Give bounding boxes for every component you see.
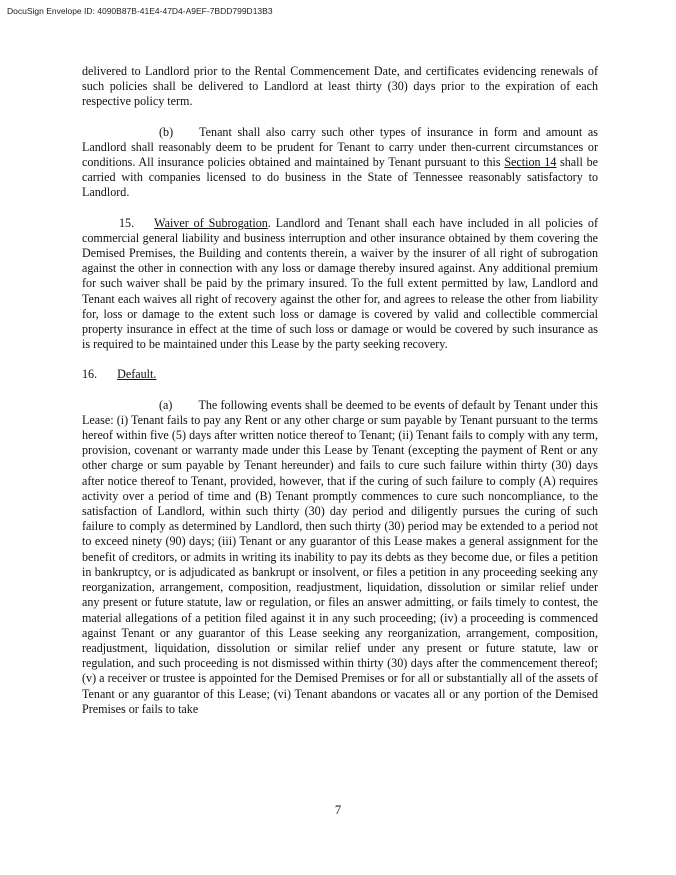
envelope-id: DocuSign Envelope ID: 4090B87B-41E4-47D4-A9EF-7BDD799D13B3 xyxy=(7,6,273,16)
section-16-number: 16. xyxy=(82,367,98,382)
section-15 xyxy=(82,216,598,353)
section-16-title: Default. xyxy=(117,367,157,382)
paragraph-b-text-1: Tenant shall also carry such other types of insurance in form and amount as Landlord shall reasonably deem to be prudent for Tenant to carry under then-current circumstances or conditions. All insurance policies obtained and maintained by Tenant pursuant to this xyxy=(82,124,598,170)
section-16-a-text: The following events shall be deemed to be events of default by Tenant under this Lease: (i) Tenant fails to pay any Rent or any other charge or sum payable by Tenant pursuant to the terms hereof within five (5) days after written notice thereof to Tenant; (ii) Tenant fails to comply with any term, provision, covenant or warranty made under this Lease by Tenant (excepting the payment of Rent or any other charge or sum payable by Tenant hereunder) and fails to cure such failure within thirty (30) days after notice thereof to Tenant, provided, however, that if the curing of such failure to comply (A) requires activity over a period of time and (B) Tenant promptly commences to cure such noncompliance, to the satisfaction of Landlord, within such thirty (30) day period and diligently pursues the curing of such failure to comply as determined by Landlord, then such thirty (30) period may be extended to a period not to exceed ninety (90) days; (iii) Tenant or any guarantor of this Lease makes a general assignment for the benefit of creditors, or admits in writing its inability to pay its debts as they become due, or files a petition in bankruptcy, or is adjudicated as bankrupt or insolvent, or files a petition in any proceeding seeking any reorganization, arrangement, composition, readjustment, liquidation, dissolution or similar relief under any present or future statute, law or regulation, or files an answer admitting, or fails timely to contest, the material allegations of a petition filed against it in any such proceeding; (iv) a proceeding is commenced against Tenant or any guarantor of this Lease seeking any reorganization, arrangement, composition, readjustment, liquidation, dissolution or similar relief under any present or future statute, law or regulation, and such proceeding is not dismissed within thirty (30) days after the commencement thereof; (v) a receiver or trustee is appointed for the Demised Premises or for all or substantially all of the assets of Tenant or any guarantor of this Lease; (vi) Tenant abandons or vacates all or any portion of the Demised Premises or fails to take xyxy=(82,397,598,716)
section-14-reference: Section 14 xyxy=(504,155,557,170)
paragraph-continuation: delivered to Landlord prior to the Rental Commencement Date, and certificates evidencing renewals of such policies shall be delivered to Landlord at least thirty (30) days prior to the expiration of each respective policy term. xyxy=(82,64,598,109)
document-body xyxy=(82,64,598,732)
section-15-title: Waiver of Subrogation xyxy=(154,215,268,230)
section-16-a-label: (a) xyxy=(159,397,173,412)
paragraph-b-label: (b) xyxy=(159,124,174,139)
section-15-number: 15. xyxy=(119,215,135,230)
paragraph-b-text-2: shall be carried with companies licensed to do business in the State of Tennessee reasonably satisfactory to Landlord. xyxy=(82,155,598,200)
paragraph-b xyxy=(82,125,598,201)
section-16-heading xyxy=(82,367,598,382)
page-number: 7 xyxy=(334,803,342,817)
section-15-text: . Landlord and Tenant shall each have included in all policies of commercial general liability and business interruption and other insurance obtained by them covering the Demised Premises, the Building and contents therein, a waiver by the insurer of all right of subrogation against the other in connection with any loss or damage thereby insured against. Any additional premium for such waiver shall be paid by the primary insured. To the full extent permitted by law, Landlord and Tenant each waives all right of recovery against the other for, and agrees to release the other from liability for, loss or damage to the extent such loss or damage is covered by valid and collectible commercial property insurance in effect at the time of such loss or damage or would be covered by such insurance as is required to be maintained under this Lease by the party seeking recovery. xyxy=(82,215,598,352)
section-16-paragraph-a xyxy=(82,398,598,717)
